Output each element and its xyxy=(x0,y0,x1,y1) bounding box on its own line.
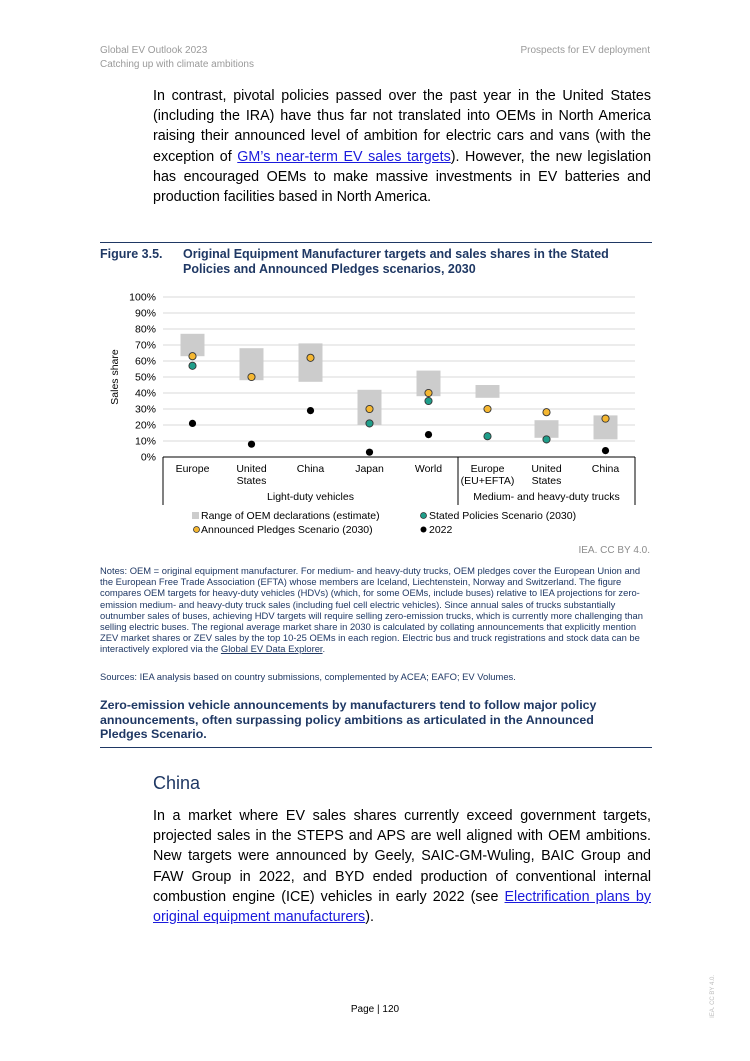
marker-aps-2030 xyxy=(307,354,314,361)
legend-2022-label: 2022 xyxy=(429,524,453,536)
figure-title: Original Equipment Manufacturer targets and sales shares in the Stated Policies and Announced Pledges scenarios, 2030 xyxy=(183,247,609,276)
marker-aps-2030 xyxy=(248,373,255,380)
group-label: Medium- and heavy-duty trucks xyxy=(473,491,620,503)
key-finding: Zero-emission vehicle announcements by manufacturers tend to follow major policy announcements, often surpassing policy ambitions as articulated in the Announced Pledges Scenario. xyxy=(100,698,597,741)
marker-steps-2030 xyxy=(543,436,550,443)
x-tick-label: States xyxy=(236,475,267,487)
ev-data-explorer-link[interactable]: Global EV Data Explorer xyxy=(220,643,323,655)
figure-credit: IEA. CC BY 4.0. xyxy=(578,545,650,556)
y-tick-label: 20% xyxy=(134,419,156,432)
y-tick-label: 0% xyxy=(140,451,156,464)
x-tick-label: World xyxy=(414,463,443,475)
y-tick-label: 10% xyxy=(134,435,156,448)
x-tick-label: Europe xyxy=(175,463,210,475)
electrification-plans-link[interactable]: Electrification plans by original equipment manufacturers xyxy=(153,888,651,926)
oem-targets-chart xyxy=(100,283,652,543)
marker-steps-2030 xyxy=(366,420,373,427)
marker-2022 xyxy=(366,449,373,456)
y-tick-label: 80% xyxy=(134,323,156,336)
marker-aps-2030 xyxy=(366,405,373,412)
marker-aps-2030 xyxy=(484,405,491,412)
y-tick-label: 90% xyxy=(134,307,156,320)
section-heading-china: China xyxy=(153,773,201,793)
oem-range-bar xyxy=(299,343,323,381)
legend-steps-label: Stated Policies Scenario (2030) xyxy=(429,510,577,522)
legend-aps-swatch xyxy=(194,527,200,533)
marker-2022 xyxy=(602,447,609,454)
y-tick-label: 70% xyxy=(134,339,156,352)
y-tick-label: 100% xyxy=(129,291,156,304)
marker-aps-2030 xyxy=(425,389,432,396)
x-tick-label: United xyxy=(531,463,562,475)
marker-2022 xyxy=(189,420,196,427)
marker-2022 xyxy=(425,431,432,438)
x-tick-label: (EU+EFTA) xyxy=(460,475,515,487)
y-tick-label: 50% xyxy=(134,371,156,384)
x-tick-label: Europe xyxy=(470,463,505,475)
figure-notes: Notes: OEM = original equipment manufacturer. For medium- and heavy-duty trucks, OEM pledges cover the European Union and the European Free Trade Association (EFTA) whose members are Iceland, Liechtenstein, Norway and Switzerland. The figure compares OEM targets for heavy-duty vehicles (HDVs) (which, for some OEMs, include buses) relative to IEA projections for zero-emission medium- and heavy-duty truck sales (including fuel cell electric vehicles). Since annual sales of trucks substantially outnumber sales of buses, achieving HDV targets will require selling zero-emission trucks, which is currently more challenging than selling electric buses. The regional average market share in 2030 is calculated by collating announcements that explicitly mention ZEV market shares or ZEV sales by the top 10-25 OEMs in each region. Electric bus and truck registrations and stock data can be interactively explored via the Global EV Data Explorer. xyxy=(100,565,643,655)
oem-range-bar xyxy=(535,420,559,438)
running-header-left xyxy=(100,44,254,72)
marker-steps-2030 xyxy=(189,362,196,369)
marker-aps-2030 xyxy=(543,409,550,416)
y-tick-label: 30% xyxy=(134,403,156,416)
side-license: IEA. CC BY 4.0. xyxy=(710,975,716,1018)
x-tick-label: China xyxy=(296,463,325,475)
intro-paragraph: In contrast, pivotal policies passed over the past year in the United States (including the IRA) have thus far not translated into OEMs in North America raising their announced level of ambition for electric cars and vans (with the exception of GM’s near-term EV sales targets). However, the new legislation has encouraged OEMs to make massive investments in EV batteries and production facilities based in North America. xyxy=(153,88,652,206)
doc-title: Global EV Outlook 2023 xyxy=(100,45,208,56)
legend-range-label: Range of OEM declarations (estimate) xyxy=(201,510,380,522)
figure-sources: Sources: IEA analysis based on country submissions, complemented by ACEA; EAFO; EV Volumes. xyxy=(100,671,516,682)
marker-aps-2030 xyxy=(602,415,609,422)
china-paragraph: In a market where EV sales shares currently exceed government targets, projected sales in the STEPS and APS are well aligned with OEM ambitions. New targets were announced by Geely, SAIC-GM-Wuling, BAIC Group and FAW Group in 2022, and BYD ended production of conventional internal combustion engine (ICE) vehicles in early 2022 (see Electrification plans by original equipment manufacturers). xyxy=(153,808,651,926)
marker-steps-2030 xyxy=(484,433,491,440)
marker-steps-2030 xyxy=(425,397,432,404)
legend-steps-swatch xyxy=(421,513,427,519)
page-number: Page | 120 xyxy=(350,1004,400,1015)
x-tick-label: China xyxy=(591,463,620,475)
x-tick-label: Japan xyxy=(355,463,384,475)
y-tick-label: 60% xyxy=(134,355,156,368)
group-label: Light-duty vehicles xyxy=(267,491,354,503)
legend-2022-swatch xyxy=(421,527,427,533)
figure-top-rule xyxy=(100,242,652,243)
x-tick-label: United xyxy=(236,463,267,475)
marker-2022 xyxy=(248,441,255,448)
y-axis-label: Sales share xyxy=(109,349,121,405)
doc-subtitle: Catching up with climate ambitions xyxy=(100,59,254,70)
y-tick-label: 40% xyxy=(134,387,156,400)
oem-range-bar xyxy=(476,385,500,398)
x-tick-label: States xyxy=(531,475,562,487)
gm-targets-link[interactable]: GM’s near-term EV sales targets xyxy=(237,148,451,165)
marker-2022 xyxy=(307,407,314,414)
legend-range-swatch xyxy=(192,512,199,519)
figure-number: Figure 3.5. xyxy=(100,247,163,261)
legend-aps-label: Announced Pledges Scenario (2030) xyxy=(201,524,373,536)
figure-bottom-rule xyxy=(100,747,652,748)
marker-aps-2030 xyxy=(189,353,196,360)
running-header-right: Prospects for EV deployment xyxy=(520,45,650,56)
